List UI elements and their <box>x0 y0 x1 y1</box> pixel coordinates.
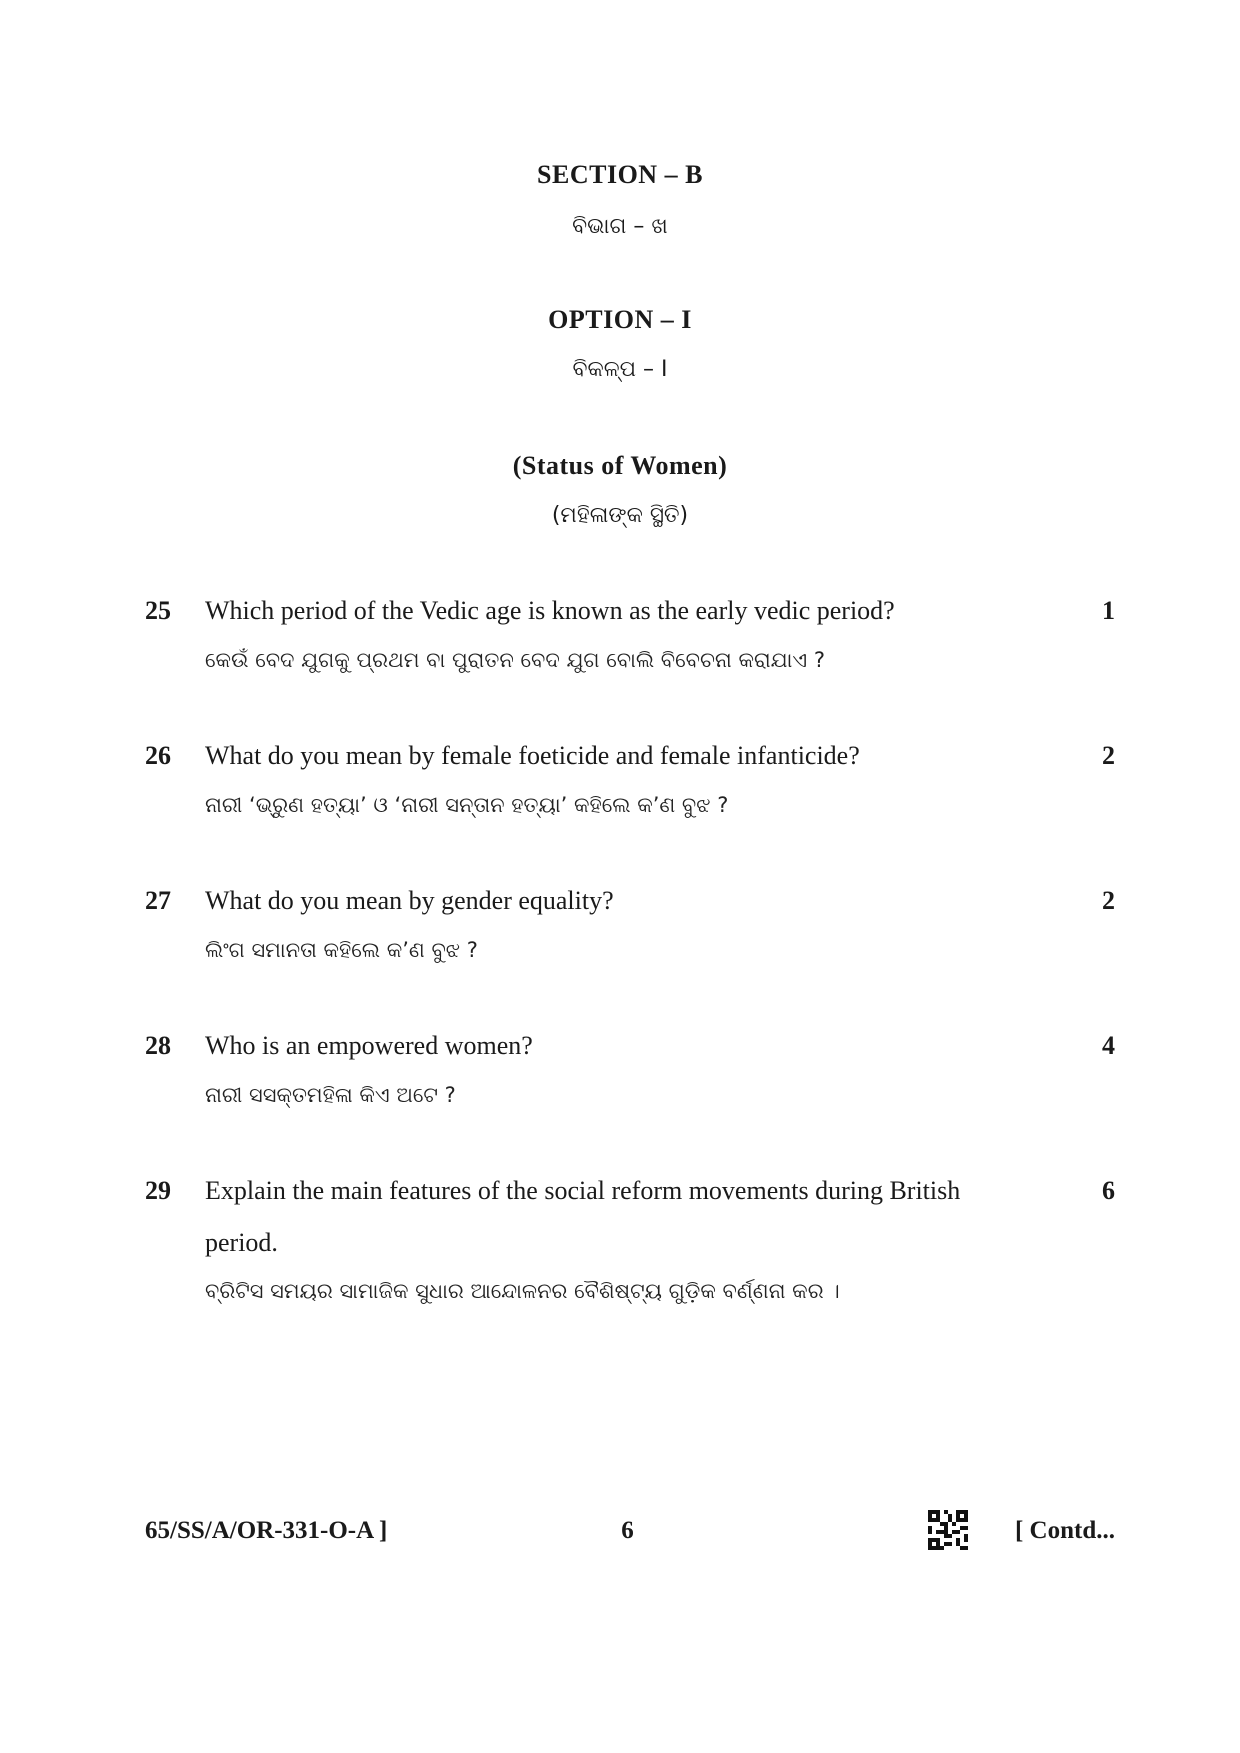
continued-label: [ Contd... <box>1014 1517 1115 1544</box>
question-text-en: Explain the main features of the social reform movements during British period. <box>205 1176 961 1257</box>
question-text-odia: କେଉଁ ବେଦ ଯୁଗକୁ ପ୍ରଥମ ବା ପୁରାତନ ବେଦ ଯୁଗ ବୋଲି ବିବେଚନା କରାଯାଏ ? <box>205 648 826 672</box>
question-marks: 6 <box>1102 1176 1115 1205</box>
question-number: 27 <box>145 886 171 915</box>
option-heading-odia: ବିକଳ୍ପ – I <box>572 357 668 382</box>
question-text-en: Which period of the Vedic age is known as the early vedic period? <box>205 596 895 625</box>
topic-heading: (Status of Women) <box>512 451 728 480</box>
question-marks: 2 <box>1102 886 1115 915</box>
option-heading: OPTION – I <box>548 305 692 334</box>
question-marks: 4 <box>1102 1031 1115 1060</box>
page-number: 6 <box>621 1517 634 1544</box>
question-number: 28 <box>145 1031 171 1060</box>
question-text-en: Who is an empowered women? <box>205 1031 533 1060</box>
question-text-odia: ବ୍ରିଟିସ ସମୟର ସାମାଜିକ ସୁଧାର ଆନ୍ଦୋଳନର ବୈଶିଷ୍ଟ୍ୟ ଗୁଡ଼ିକ ବର୍ଣ୍ଣନା କର । <box>205 1279 840 1303</box>
question-text-odia: ନାରୀ ‘ଭ୍ରୁଣ ହତ୍ୟା’ ଓ ‘ନାରୀ ସନ୍ତାନ ହତ୍ୟା’ କହିଲେ କ’ଣ ବୁଝ ? <box>205 793 729 817</box>
question-number: 26 <box>145 741 171 770</box>
qr-code-icon <box>928 1510 968 1550</box>
question-text-en: What do you mean by gender equality? <box>205 886 614 915</box>
question-text-odia: ନାରୀ ସସକ୍ତମହିଳା କିଏ ଅଟେ ? <box>205 1083 456 1107</box>
question-text-odia: ଲିଂଗ ସମାନତା କହିଲେ କ’ଣ ବୁଝ ? <box>205 938 478 962</box>
paper-code: 65/SS/A/OR-331-O-A ] <box>145 1517 388 1544</box>
section-heading-odia: ବିଭାଗ – ଖ <box>572 214 668 239</box>
section-heading: SECTION – B <box>537 160 703 189</box>
question-number: 29 <box>145 1176 171 1205</box>
question-number: 25 <box>145 596 171 625</box>
topic-heading-odia: (ମହିଳାଙ୍କ ସ୍ଥିତି) <box>551 503 689 528</box>
question-marks: 1 <box>1102 596 1115 625</box>
question-marks: 2 <box>1102 741 1115 770</box>
question-text-en: What do you mean by female foeticide and female infanticide? <box>205 741 860 770</box>
